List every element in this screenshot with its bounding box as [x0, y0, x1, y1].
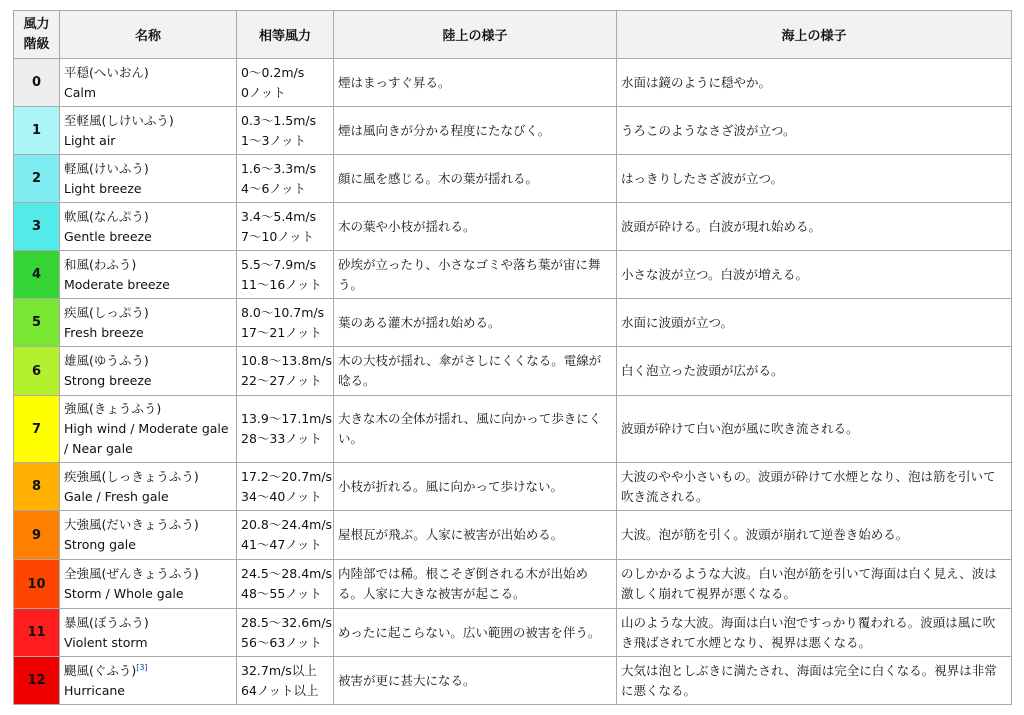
table-body — [14, 59, 1012, 705]
land-description: 木の大枝が揺れ、傘がさしにくくなる。電線が唸る。 — [338, 353, 602, 388]
sea-description: 白く泡立った波頭が広がる。 — [621, 363, 784, 378]
speed-cell — [237, 203, 334, 251]
speed-ms: 32.7m/s以上 — [241, 662, 317, 678]
name-en: Calm — [64, 84, 97, 100]
sea-description: 山のような大波。海面は白い泡ですっかり覆われる。波頭は風に吹き飛ばされて水煙となり、視界は悪くなる。 — [621, 614, 996, 650]
name-cell — [60, 511, 237, 560]
speed-knots: 11〜16ノット — [241, 276, 322, 292]
table-row — [14, 609, 1012, 657]
name-en: Moderate breeze — [64, 276, 170, 292]
name-en: Gentle breeze — [64, 228, 152, 244]
speed-knots: 0ノット — [241, 84, 286, 100]
land-description: 煙はまっすぐ昇る。 — [338, 74, 451, 90]
name-cell — [60, 203, 237, 251]
land-description: めったに起こらない。広い範囲の被害を伴う。 — [338, 624, 601, 640]
speed-ms: 13.9〜17.1m/s — [241, 411, 333, 426]
speed-cell — [237, 155, 334, 203]
header-level-line1: 風力 — [23, 16, 50, 32]
table-row — [14, 657, 1012, 705]
header-speed: 相等風力 — [237, 11, 334, 59]
name-ja: 至軽風(しけいふう) — [64, 112, 174, 128]
speed-knots: 56〜63ノット — [241, 634, 322, 650]
name-cell — [60, 396, 237, 463]
sea-cell — [617, 347, 1012, 396]
level-cell: 10 — [14, 560, 60, 609]
speed-cell — [237, 560, 334, 609]
speed-ms: 0〜0.2m/s — [241, 64, 305, 80]
sea-description: 大波。泡が筋を引く。波頭が崩れて逆巻き始める。 — [621, 527, 909, 542]
speed-ms: 0.3〜1.5m/s — [241, 112, 317, 128]
sea-description: 水面は鏡のように穏やか。 — [621, 74, 772, 90]
table-row — [14, 59, 1012, 107]
beaufort-scale-table — [13, 10, 1012, 705]
level-cell: 0 — [14, 59, 60, 107]
land-cell — [334, 155, 617, 203]
table-row — [14, 155, 1012, 203]
table-row — [14, 560, 1012, 609]
name-ja: 大強風(だいきょうふう) — [64, 517, 199, 532]
speed-knots: 4〜6ノット — [241, 180, 307, 196]
sea-cell — [617, 657, 1012, 705]
table-header-row — [14, 11, 1012, 59]
sea-description: 波頭が砕けて白い泡が風に吹き流される。 — [621, 421, 859, 436]
header-level-line2: 階級 — [23, 36, 50, 52]
name-ja: 軽風(けいふう) — [64, 160, 149, 176]
level-cell: 8 — [14, 463, 60, 511]
name-cell — [60, 59, 237, 107]
header-level — [14, 11, 60, 59]
sea-cell — [617, 511, 1012, 560]
table-row — [14, 511, 1012, 560]
level-cell: 6 — [14, 347, 60, 396]
land-cell — [334, 463, 617, 511]
speed-cell — [237, 511, 334, 560]
sea-description: はっきりしたさざ波が立つ。 — [621, 170, 784, 186]
sea-description: うろこのようなさざ波が立つ。 — [621, 122, 796, 138]
level-cell: 1 — [14, 107, 60, 155]
speed-ms: 5.5〜7.9m/s — [241, 256, 317, 272]
land-description: 内陸部では稀。根こそぎ倒される木が出始める。人家に大きな被害が起こる。 — [338, 566, 589, 601]
name-en: High wind / Moderate gale / Near gale — [64, 421, 229, 456]
sea-cell — [617, 299, 1012, 347]
table-row — [14, 299, 1012, 347]
sea-cell — [617, 155, 1012, 203]
name-ja: 全強風(ぜんきょうふう) — [64, 566, 199, 581]
speed-ms: 20.8〜24.4m/s — [241, 517, 333, 532]
name-en: Strong breeze — [64, 373, 152, 388]
speed-ms: 3.4〜5.4m/s — [241, 208, 317, 224]
name-en: Storm / Whole gale — [64, 586, 184, 601]
land-cell — [334, 107, 617, 155]
speed-cell — [237, 107, 334, 155]
speed-cell — [237, 59, 334, 107]
sea-cell — [617, 203, 1012, 251]
level-cell: 5 — [14, 299, 60, 347]
land-description: 顔に風を感じる。木の葉が揺れる。 — [338, 170, 539, 186]
name-cell — [60, 463, 237, 511]
name-en: Light breeze — [64, 180, 142, 196]
speed-knots: 1〜3ノット — [241, 132, 307, 148]
land-description: 煙は風向きが分かる程度にたなびく。 — [338, 122, 551, 138]
sea-description: 大波のやや小さいもの。波頭が砕けて水煙となり、泡は筋を引いて吹き流される。 — [621, 468, 996, 504]
land-cell — [334, 560, 617, 609]
land-description: 屋根瓦が飛ぶ。人家に被害が出始める。 — [338, 527, 564, 542]
speed-knots: 48〜55ノット — [241, 586, 322, 601]
land-cell — [334, 511, 617, 560]
name-cell — [60, 657, 237, 705]
table-row — [14, 203, 1012, 251]
name-ja: 颶風(ぐふう) — [64, 662, 137, 678]
name-ja: 強風(きょうふう) — [64, 401, 162, 416]
name-cell — [60, 251, 237, 299]
name-cell — [60, 560, 237, 609]
speed-knots: 41〜47ノット — [241, 537, 322, 552]
speed-ms: 24.5〜28.4m/s — [241, 566, 333, 581]
speed-knots: 64ノット以上 — [241, 682, 319, 698]
name-cell — [60, 299, 237, 347]
name-ja: 疾風(しっぷう) — [64, 304, 149, 320]
name-en: Fresh breeze — [64, 324, 144, 340]
name-ja: 疾強風(しっきょうふう) — [64, 468, 199, 484]
level-cell: 4 — [14, 251, 60, 299]
speed-cell — [237, 347, 334, 396]
speed-knots: 7〜10ノット — [241, 228, 314, 244]
land-description: 被害が更に甚大になる。 — [338, 672, 476, 688]
sea-cell — [617, 396, 1012, 463]
land-description: 小枝が折れる。風に向かって歩けない。 — [338, 478, 564, 494]
sea-cell — [617, 107, 1012, 155]
name-ja: 雄風(ゆうふう) — [64, 353, 149, 368]
level-cell: 11 — [14, 609, 60, 657]
speed-ms: 10.8〜13.8m/s — [241, 353, 333, 368]
name-en: Light air — [64, 132, 116, 148]
name-cell — [60, 609, 237, 657]
table-row — [14, 463, 1012, 511]
speed-cell — [237, 299, 334, 347]
name-cell — [60, 107, 237, 155]
speed-knots: 17〜21ノット — [241, 324, 322, 340]
land-description: 葉のある灌木が揺れ始める。 — [338, 314, 501, 330]
land-description: 大きな木の全体が揺れ、風に向かって歩きにくい。 — [338, 411, 602, 446]
name-ja: 暴風(ぼうふう) — [64, 614, 149, 630]
sea-description: 大気は泡としぶきに満たされ、海面は完全に白くなる。視界は非常に悪くなる。 — [621, 662, 997, 698]
table-row — [14, 251, 1012, 299]
land-cell — [334, 299, 617, 347]
sea-description: 波頭が砕ける。白波が現れ始める。 — [621, 218, 822, 234]
sea-cell — [617, 251, 1012, 299]
sea-cell — [617, 560, 1012, 609]
land-cell — [334, 203, 617, 251]
speed-knots: 22〜27ノット — [241, 373, 322, 388]
table-row — [14, 347, 1012, 396]
land-cell — [334, 59, 617, 107]
speed-cell — [237, 396, 334, 463]
land-cell — [334, 251, 617, 299]
table-row — [14, 107, 1012, 155]
speed-cell — [237, 609, 334, 657]
speed-knots: 34〜40ノット — [241, 488, 322, 504]
level-cell: 12 — [14, 657, 60, 705]
level-cell: 7 — [14, 396, 60, 463]
name-cell — [60, 347, 237, 396]
sea-cell — [617, 463, 1012, 511]
sea-description: 小さな波が立つ。白波が増える。 — [621, 266, 809, 282]
speed-cell — [237, 657, 334, 705]
name-ja: 軟風(なんぷう) — [64, 208, 149, 224]
name-en: Violent storm — [64, 634, 148, 650]
table-row — [14, 396, 1012, 463]
name-ja: 和風(わふう) — [64, 256, 137, 272]
level-cell: 9 — [14, 511, 60, 560]
speed-knots: 28〜33ノット — [241, 431, 322, 446]
header-name: 名称 — [60, 11, 237, 59]
reference-link[interactable]: [3] — [136, 662, 148, 672]
speed-ms: 8.0〜10.7m/s — [241, 304, 325, 320]
land-cell — [334, 396, 617, 463]
name-en: Gale / Fresh gale — [64, 488, 169, 504]
speed-ms: 28.5〜32.6m/s — [241, 614, 333, 630]
land-cell — [334, 657, 617, 705]
land-description: 木の葉や小枝が揺れる。 — [338, 218, 476, 234]
sea-description: のしかかるような大波。白い泡が筋を引いて海面は白く見え、波は激しく崩れて視界が悪くなる。 — [621, 566, 997, 601]
land-cell — [334, 609, 617, 657]
level-cell: 3 — [14, 203, 60, 251]
land-cell — [334, 347, 617, 396]
speed-cell — [237, 463, 334, 511]
name-en: Strong gale — [64, 537, 136, 552]
speed-ms: 17.2〜20.7m/s — [241, 468, 333, 484]
header-sea: 海上の様子 — [617, 11, 1012, 59]
name-cell — [60, 155, 237, 203]
speed-cell — [237, 251, 334, 299]
speed-ms: 1.6〜3.3m/s — [241, 160, 317, 176]
name-en: Hurricane — [64, 682, 125, 698]
header-land: 陸上の様子 — [334, 11, 617, 59]
sea-description: 水面に波頭が立つ。 — [621, 314, 734, 330]
land-description: 砂埃が立ったり、小さなゴミや落ち葉が宙に舞う。 — [338, 256, 601, 292]
level-cell: 2 — [14, 155, 60, 203]
name-ja: 平穏(へいおん) — [64, 64, 149, 80]
sea-cell — [617, 609, 1012, 657]
sea-cell — [617, 59, 1012, 107]
beaufort-table-container — [13, 10, 1011, 705]
